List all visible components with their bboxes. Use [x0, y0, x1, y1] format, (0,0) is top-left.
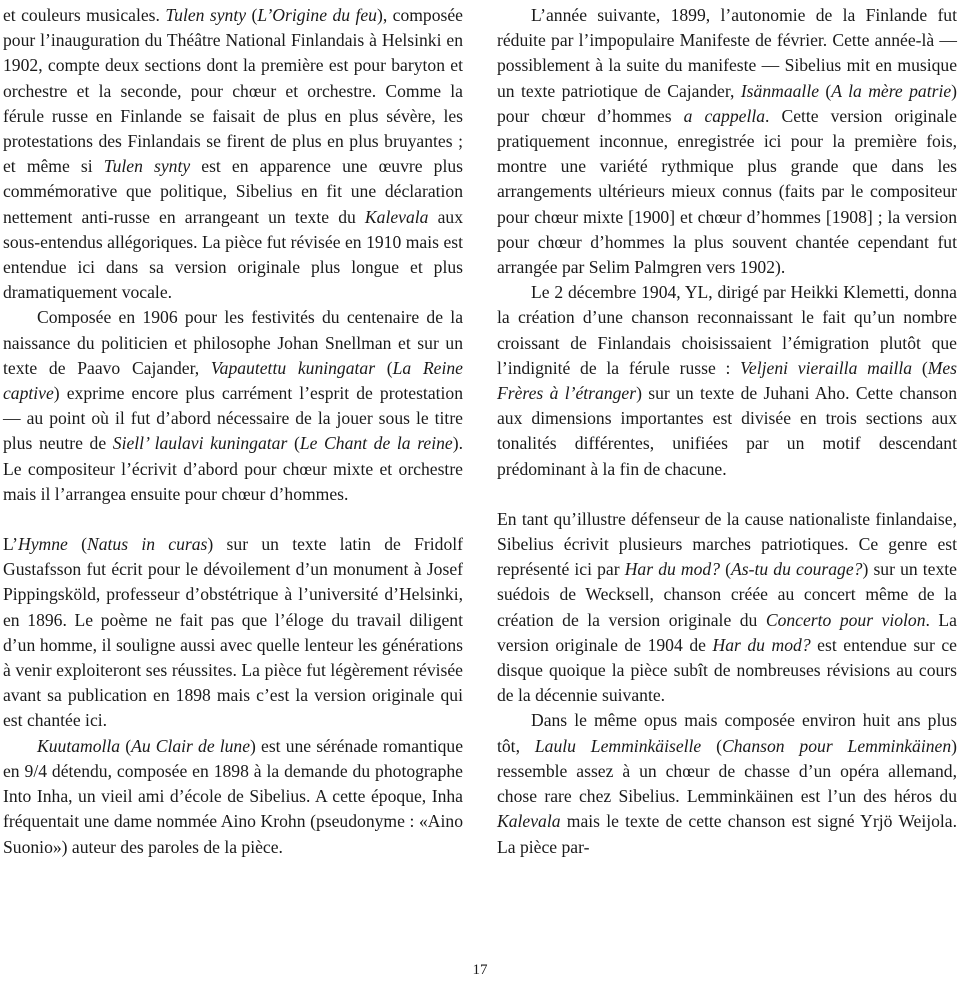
paragraph [497, 280, 957, 482]
text-run: est en apparence une œuvre plus commémorative que politique, Sibelius en fit une déclaration nettement anti-russe en arrangeant un texte du [3, 156, 463, 227]
text-run: . La version originale de 1904 de [497, 609, 957, 655]
text-run: ) sur un texte de Juhani Aho. Cette chanson aux dimensions importantes est divisée en trois sections aux tonalités différentes, unifiées par un motif descendant prédominant à la fin de chacune. [497, 383, 957, 479]
paragraph [497, 3, 957, 280]
italic-title: Chanson pour Lemminkäinen [721, 735, 952, 756]
italic-title: Veljeni vieraillа mailla [740, 357, 913, 378]
italic-title: L’Origine du feu [257, 5, 377, 25]
text-run: Dans le même opus mais composée environ huit ans plus tôt, [497, 710, 957, 756]
text-run: ) exprime encore plus carrément l’esprit de protestation — au point où il fut d’abord nécessaire de la jouer sous le titre plus neutre de [3, 383, 463, 454]
paragraph [3, 734, 463, 860]
italic-title: A la mère patrie [831, 80, 952, 101]
italic-title: As-tu du courage? [731, 559, 863, 580]
right-column [497, 3, 957, 860]
italic-title: Har du mod? [624, 559, 721, 580]
text-run: aux sous-entendus allégoriques. La pièce fut révisée en 1910 mais est entendue ici dans sa version originale plus longue et plus dramatiquement vocale. [3, 206, 463, 303]
text-run: ( [120, 735, 132, 756]
text-run: ( [246, 5, 258, 25]
text-run: ( [375, 357, 393, 378]
text-run: ) est une sérénade romantique en 9/4 détendu, composée en 1898 à la demande du photographe Into Inha, un vieil ami d’école de Sibelius. A cette époque, Inha fréquentait une dame nommée Aino Krohn (pseudonyme : «Aino Suonio») auteur des paroles de la pièce. [3, 735, 463, 857]
italic-title: Kalevala [497, 811, 561, 832]
text-run: L’année suivante, 1899, l’autonomie de la Finlande fut réduite par l’impopulaire Manifeste de février. Cette année-là — possiblement à la suite du manifeste — Sibelius mit en musique un texte patriotique de Cajander, [497, 5, 957, 101]
italic-title: Au Clair de lune [131, 735, 251, 756]
text-run: ( [287, 433, 300, 454]
italic-title: a cappella [683, 105, 766, 126]
text-run: ), composée pour l’inauguration du Théâtre National Finlandais à Helsinki en 1902, compte deux sections dont la première est pour baryton et orchestre et la seconde, pour chœur et orchestre. Comme la férule russe en Finlande se faisait de plus en plus sévère, les protestations des Finlandais se firent de plus en plus bruyantes ; et même si [3, 5, 463, 177]
text-run: ) sur un texte suédois de Wecksell, chanson créée au concert même de la création de la version originale du [497, 559, 957, 630]
text-run: et couleurs musicales. [3, 5, 166, 25]
italic-title: Natus in curas [86, 534, 208, 555]
italic-title: Isänmaalle [740, 80, 820, 101]
italic-title: Siell’ laulavi kuningatar [112, 433, 288, 454]
text-run: ( [67, 534, 87, 555]
text-run: mais le texte de cette chanson est signé Yrjö Weijola. La pièce par- [497, 811, 957, 857]
text-run: ). Le compositeur l’écrivit d’abord pour chœur mixte et orchestre mais il l’arrangea ensuite pour chœur d’hommes. [3, 433, 463, 504]
text-run: ) pour chœur d’hommes [497, 80, 958, 126]
text-run: L’ [3, 534, 18, 555]
italic-title: Vapautettu kuningatar [210, 357, 376, 378]
text-run: En tant qu’illustre défenseur de la cause nationaliste finlandaise, Sibelius écrivit plusieurs marches patriotiques. Ce genre est représenté ici par [497, 508, 957, 580]
italic-title: Har du mod? [712, 634, 811, 655]
italic-title: Tulen synty [165, 5, 247, 25]
paragraph [3, 532, 463, 734]
italic-title: La Reine captive [3, 357, 463, 404]
paragraph [497, 507, 957, 709]
italic-title: Le Chant de la reine [299, 433, 453, 454]
paragraph [3, 3, 463, 305]
text-run: ( [819, 80, 832, 101]
italic-title: Kalevala [364, 206, 429, 227]
text-run: ) ressemble assez à un chœur de chasse d’un opéra allemand, chose rare chez Sibelius. Lemminkäinen est l’un des héros du [497, 735, 957, 807]
text-run: Composée en 1906 pour les festivités du centenaire de la naissance du politicien et philosophe Johan Snellman et sur un texte de Paavo Cajander, [3, 307, 463, 378]
text-run: ) sur un texte latin de Fridolf Gustafsson fut écrit pour le dévoilement d’un monument à Josef Pippingsköld, professeur d’obstétrique à l’université d’Helsinki, en 1896. Le poème ne fait pas que l’éloge du travail diligent d’un homme, il souligne aussi avec quelle lenteur les générations à venir exploiteront ses réussites. La pièce fut légèrement révisée avant sa publication en 1898 mais c’est la version originale qui est chantée ici. [3, 534, 463, 731]
italic-title: Mes Frères à l’étranger [497, 357, 958, 404]
paragraph [497, 708, 957, 859]
text-run: ( [912, 357, 928, 378]
italic-title: Kuutamolla [37, 735, 121, 756]
italic-title: Tulen synty [103, 156, 191, 177]
text-run: Le 2 décembre 1904, YL, dirigé par Heikki Klemetti, donna la création d’une chanson reconnaissant le fait qu’un nombre croissant de Finlandais choisissaient l’émigration plutôt que l’indignité de la férule russe : [497, 282, 957, 378]
text-run: est entendue sur ce disque quoique la pièce subît de nombreuses révisions au cours de la décennie suivante. [497, 634, 957, 706]
text-run: ( [720, 559, 732, 580]
paragraph [3, 305, 463, 507]
text-run: ( [701, 735, 722, 756]
italic-title: Laulu Lemminkäiselle [534, 735, 702, 756]
italic-title: Hymne [18, 534, 68, 555]
text-run: . Cette version originale pratiquement inconnue, enregistrée ici pour la première fois, montre une variété rythmique plus grande que dans les arrangements ultérieurs mieux connus (faits par le compositeur pour chœur mixte [1900] et chœur d’hommes [1908] ; la version pour chœur d’hommes la plus souvent chantée cependant fut arrangée par Selim Palmgren vers 1902). [497, 105, 957, 278]
page-number: 17 [472, 962, 488, 978]
left-column [3, 3, 463, 860]
italic-title: Concerto pour violon [765, 609, 926, 630]
